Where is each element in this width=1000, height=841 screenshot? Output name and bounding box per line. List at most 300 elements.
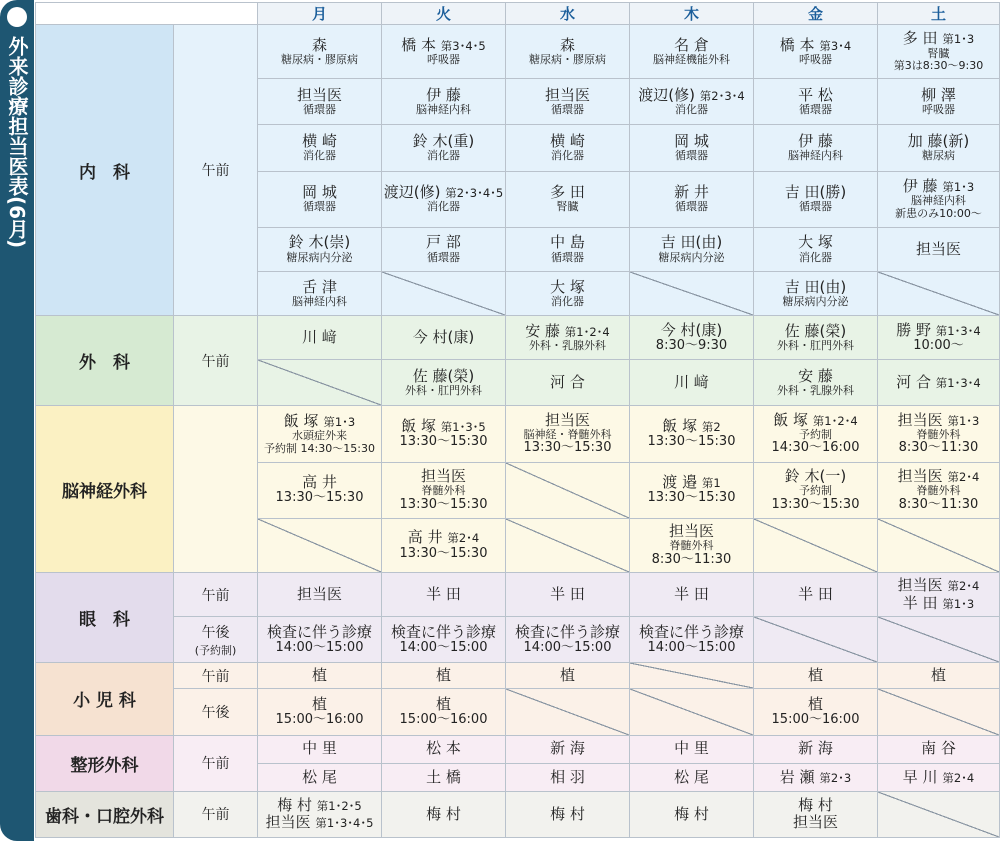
specialty-label: 循環器 [551,103,584,117]
doctor-name-text: 飯 塚 [283,411,319,430]
doctor-name [878,374,999,391]
week-note: 第3･4 [819,38,852,53]
doctor-name-text: 鈴 木(重) [412,132,475,151]
doctor-slot [878,763,1000,791]
doctor-name-text: 吉 田(勝) [784,183,847,202]
doctor-name-text: 平 松 [798,85,833,104]
specialty-label: 消化器 [427,200,460,214]
week-note: 第1･2･4 [812,413,858,428]
sidebar-band [0,0,34,841]
hours-label: 10:00〜 [913,337,964,353]
day-header: 土 [878,3,1000,25]
doctor-slot [506,763,630,791]
doctor-name-text: 梅 村 [426,804,461,823]
dept-nou: 脳神経外科 [36,406,174,573]
week-note: 第1･2･5 [316,799,362,814]
doctor-name [258,797,381,814]
week-note: 第3･4･5 [440,38,486,53]
doctor-name [878,87,999,104]
doctor-slot [506,125,630,171]
doctor-name-text: 高 井 [302,473,337,492]
doctor-name [878,30,999,47]
specialty-label: 循環器 [675,200,708,214]
doctor-name [382,87,505,104]
specialty-label: 呼吸器 [427,52,460,66]
week-note: 第1･3･5 [440,419,486,434]
doctor-name-text: 検査に伴う診療 [390,622,496,641]
doctor-slot [630,316,754,360]
specialty-label: 循環器 [675,149,708,163]
doctor-name-text: 梅 村 [674,804,709,823]
doctor-name [258,624,381,641]
doctor-name-text: 高 井 [407,528,443,547]
session-am: 午前 [174,25,258,316]
doctor-name [630,474,753,491]
doctor-slot [506,79,630,125]
week-note: 第1･3 [323,414,356,429]
doctor-name-text: 鈴 木(一) [784,466,847,485]
doctor-name-text: 伊 藤 [798,132,833,151]
doctor-name [258,234,381,251]
specialty-label: 消化器 [427,149,460,163]
doctor-name [382,329,505,346]
empty-slot [630,663,754,689]
doctor-slot [754,689,878,735]
week-note: 第2 [701,419,721,434]
dept-naika: 内 科 [36,25,174,316]
doctor-slot [382,572,506,616]
doctor-slot [630,171,754,227]
empty-slot [878,617,1000,663]
specialty-label: 循環器 [799,103,832,117]
doctor-name-text: 検査に伴う診療 [514,622,620,641]
doctor-slot [630,791,754,837]
week-note: 第1･3 [942,32,975,47]
doctor-name [506,374,629,391]
doctor-name-text: 担当医 [897,410,943,429]
week-note: 第1 [701,476,721,491]
doctor-name [506,806,629,823]
doctor-name [258,474,381,491]
doctor-slot [258,79,382,125]
hours-label: 14:30〜16:00 [771,440,860,456]
doctor-name [258,586,381,603]
doctor-slot [878,735,1000,763]
doctor-name-text: 梅 村 [277,796,313,815]
doctor-name [258,769,381,786]
session-am: 午前 [174,735,258,791]
specialty-label: 循環器 [551,250,584,264]
doctor-slot [382,462,506,518]
doctor-name-text: 渡辺(修) [383,183,441,202]
doctor-name [630,374,753,391]
doctor-name [630,87,753,104]
doctor-name [258,667,381,684]
doctor-slot [630,617,754,663]
week-note: 第1･3 [942,596,975,611]
doctor-name [630,586,753,603]
hours-label: 8:30〜11:30 [898,440,979,456]
doctor-name-text: 半 田 [798,584,833,603]
doctor-slot [506,271,630,315]
specialty-label: 循環器 [303,103,336,117]
doctor-slot [878,125,1000,171]
hours-label: 14:00〜15:00 [399,639,488,655]
doctor-name [506,37,629,54]
doctor-name [506,740,629,757]
doctor-slot [258,316,382,360]
doctor-slot [754,572,878,616]
doctor-slot [754,227,878,271]
doctor-name-text: 今 村(康) [660,320,723,339]
doctor-name [754,87,877,104]
doctor-slot [754,79,878,125]
doctor-name-text: 佐 藤(榮) [784,321,847,340]
doctor-name-text: 鈴 木(崇) [288,233,351,252]
doctor-name-text: 植 [807,666,823,685]
doctor-name-text: 戸 部 [426,233,461,252]
week-note: 第1･3･4･5 [315,816,374,831]
dept-geka: 外 科 [36,316,174,406]
doctor-name-text: 担当医 [792,813,838,832]
doctor-name [878,178,999,195]
doctor-name [258,329,381,346]
doctor-name-text: 今 村(康) [412,328,475,347]
doctor-name [878,577,999,594]
doctor-slot [754,462,878,518]
doctor-slot [258,171,382,227]
doctor-name-text: 飯 塚 [662,416,698,435]
doctor-name-text: 担当医 [915,239,961,258]
doctor-name [506,667,629,684]
doctor-slot [258,572,382,616]
doctor-name-text: 半 田 [674,584,709,603]
hours-label: 14:00〜15:00 [275,639,364,655]
week-note: 第2･4 [947,579,980,594]
doctor-name [878,241,999,258]
specialty-label: 消化器 [303,149,336,163]
doctor-name [754,368,877,385]
doctor-name [382,624,505,641]
hours-label: 15:00〜16:00 [771,712,860,728]
doctor-name-text: 川 﨑 [302,328,337,347]
doctor-name [630,740,753,757]
doctor-name-text: 橋 本 [779,35,815,54]
doctor-name-text: 梅 村 [550,804,585,823]
doctor-name [382,234,505,251]
doctor-name [754,667,877,684]
empty-slot [258,518,382,572]
doctor-name [630,234,753,251]
doctor-name-text: 河 合 [550,373,585,392]
doctor-name-text: 岩 瀬 [779,767,815,786]
gan-row [36,572,1000,616]
session-blank [174,406,258,573]
doctor-name [754,740,877,757]
doctor-name-text: 名 倉 [674,35,709,54]
doctor-name-text: 植 [435,694,451,713]
doctor-name-text: 中 里 [302,739,337,758]
empty-slot [754,617,878,663]
doctor-name [382,667,505,684]
doctor-slot [630,518,754,572]
doctor-name-text: 半 田 [426,584,461,603]
empty-slot [630,271,754,315]
header-corner [36,3,258,25]
doctor-name [258,413,381,430]
doctor-name-text: 飯 塚 [401,416,437,435]
doctor-name-text: 森 [559,35,575,54]
session-am: 午前 [174,316,258,406]
doctor-slot [258,406,382,462]
week-note: 第1･3 [947,413,980,428]
doctor-name-text: 岡 城 [674,132,709,151]
specialty-label: 外科・肛門外科 [405,384,482,398]
specialty-label: 脳神経・脊髄外科 [523,427,612,441]
doctor-slot [506,227,630,271]
doctor-name [382,133,505,150]
dept-shoni: 小 児 科 [36,663,174,735]
doctor-slot [382,518,506,572]
doctor-slot [258,462,382,518]
geka-row [36,316,1000,360]
doctor-name-text: 松 尾 [302,767,337,786]
doctor-slot [258,25,382,79]
doctor-slot [382,25,506,79]
doctor-name-text: 担当医 [265,813,311,832]
doctor-name [258,87,381,104]
doctor-slot [258,227,382,271]
doctor-name [630,184,753,201]
doctor-name [754,412,877,429]
doctor-name-text: 伊 藤 [902,176,938,195]
week-note: 第2･3･4 [699,88,745,103]
hours-label: 8:30〜11:30 [651,551,732,567]
empty-slot [878,518,1000,572]
doctor-name [506,234,629,251]
doctor-name [382,586,505,603]
specialty-label: 脊髄外科 [916,427,961,441]
doctor-name [506,184,629,201]
hours-label: 13:30〜15:30 [647,490,736,506]
doctor-slot [506,406,630,462]
doctor-slot [258,689,382,735]
doctor-name-text: 勝 野 [896,320,932,339]
empty-slot [878,791,1000,837]
week-note: 第1･3･4 [935,376,981,391]
doctor-slot [630,79,754,125]
shoni-row [36,689,1000,735]
doctor-name [506,279,629,296]
doctor-name-text: 担当医 [544,85,590,104]
doctor-name-text: 安 藤 [798,366,833,385]
hours-label: 13:30〜15:30 [399,545,488,561]
doctor-slot [754,25,878,79]
specialty-label: 脳神経内科 [788,149,843,163]
doctor-slot [878,25,1000,79]
doctor-name-text: 大 塚 [798,233,833,252]
doctor-name-text: 担当医 [544,410,590,429]
specialty-label: 腎臓 [556,200,579,214]
specialty-label: 循環器 [427,250,460,264]
doctor-name-text: 新 井 [674,183,709,202]
doctor-slot [382,406,506,462]
doctor-name [382,696,505,713]
empty-slot [506,462,630,518]
shika-row [36,791,1000,837]
day-header: 火 [382,3,506,25]
doctor-slot [258,617,382,663]
doctor-slot [258,763,382,791]
doctor-name [506,769,629,786]
doctor-name-text: 検査に伴う診療 [266,622,372,641]
doctor-name-text: 加 藤(新) [907,132,970,151]
doctor-slot [630,227,754,271]
empty-slot [878,271,1000,315]
doctor-slot [630,735,754,763]
doctor-name-text: 中 里 [674,739,709,758]
doctor-name [382,740,505,757]
doctor-slot [382,227,506,271]
doctor-name [382,468,505,485]
doctor-slot [506,572,630,616]
doctor-name-text: 森 [311,35,327,54]
doctor-name [754,37,877,54]
doctor-name-text: 担当医 [296,85,342,104]
empty-slot [754,518,878,572]
doctor-name [878,468,999,485]
doctor-slot [630,360,754,406]
hours-label: 13:30〜15:30 [399,434,488,450]
schedule-table [35,2,1000,838]
doctor-slot [878,406,1000,462]
naika-row [36,25,1000,79]
doctor-name-text: 大 塚 [550,277,585,296]
doctor-name [506,412,629,429]
specialty-label: 予約制 [799,427,832,441]
doctor-name [754,184,877,201]
doctor-slot [878,171,1000,227]
specialty-label: 水頭症外来 [292,428,347,442]
doctor-slot [506,735,630,763]
doctor-name [754,586,877,603]
doctor-slot [382,171,506,227]
doctor-name-text: 松 本 [426,739,461,758]
empty-slot [506,689,630,735]
hours-label: 14:00〜15:00 [647,639,736,655]
doctor-slot [630,572,754,616]
day-header: 水 [506,3,630,25]
doctor-name-text: 川 﨑 [674,373,709,392]
doctor-name-text: 多 田 [550,183,585,202]
doctor-name [382,806,505,823]
doctor-name [382,418,505,435]
doctor-name [630,523,753,540]
doctor-slot [382,617,506,663]
hours-label: 13:30〜15:30 [275,490,364,506]
doctor-name [506,323,629,340]
hours-label: 14:00〜15:00 [523,639,612,655]
doctor-name [878,322,999,339]
doctor-slot [506,25,630,79]
doctor-slot [878,360,1000,406]
specialty-label: 外科・乳腺外科 [777,384,854,398]
specialty-label: 第3は8:30〜9:30 [893,59,984,73]
doctor-name-text: 担当医 [296,584,342,603]
doctor-name [258,814,381,831]
doctor-name-text: 安 藤 [525,321,561,340]
specialty-label: 脳神経機能外科 [653,52,730,66]
dept-gan: 眼 科 [36,572,174,662]
doctor-name-text: 早 川 [902,767,938,786]
doctor-name-text: 担当医 [420,466,466,485]
doctor-name [630,624,753,641]
doctor-name [258,696,381,713]
hours-label: 13:30〜15:30 [647,434,736,450]
doctor-name-text: 吉 田(由) [784,277,847,296]
doctor-name [878,769,999,786]
doctor-name-text: 南 谷 [921,739,956,758]
doctor-name-text: 柳 澤 [921,85,956,104]
doctor-slot [506,791,630,837]
seikei-row [36,735,1000,763]
specialty-label: 脳神経内科 [911,194,966,208]
doctor-name-text: 担当医 [668,521,714,540]
doctor-name-text: 新 海 [798,739,833,758]
specialty-label: 糖尿病内分泌 [658,250,725,264]
specialty-label: 外科・乳腺外科 [529,338,606,352]
doctor-name [258,37,381,54]
doctor-name-text: 舌 津 [302,277,337,296]
doctor-name-text: 横 崎 [302,132,337,151]
specialty-label: 糖尿病 [922,149,955,163]
doctor-name-text: 中 島 [550,233,585,252]
doctor-slot [258,271,382,315]
doctor-name [878,595,999,612]
doctor-name-text: 松 尾 [674,767,709,786]
doctor-name [630,322,753,339]
doctor-slot [382,79,506,125]
doctor-name-text: 担当医 [897,466,943,485]
doctor-name [382,769,505,786]
doctor-name-text: 植 [311,666,327,685]
doctor-name-text: 梅 村 [798,796,833,815]
schedule-title: 外来診療担当医表(6月) [5,36,29,249]
doctor-name [382,529,505,546]
doctor-slot [382,689,506,735]
doctor-name [258,279,381,296]
doctor-name [382,184,505,201]
week-note: 第2･4 [942,770,975,785]
day-header: 月 [258,3,382,25]
specialty-label: 脊髄外科 [916,484,961,497]
doctor-slot [754,316,878,360]
hours-label: 13:30〜15:30 [399,496,488,512]
session-am: 午前 [174,663,258,689]
doctor-name-text: 河 合 [896,373,932,392]
doctor-name-text: 飯 塚 [773,410,809,429]
doctor-name-text: 伊 藤 [426,85,461,104]
doctor-name [506,624,629,641]
doctor-name-text: 植 [311,694,327,713]
doctor-slot [506,617,630,663]
doctor-slot [382,791,506,837]
doctor-name [630,769,753,786]
day-header: 金 [754,3,878,25]
doctor-slot [630,25,754,79]
week-note: 第2･3･4･5 [445,186,504,201]
doctor-name [258,133,381,150]
